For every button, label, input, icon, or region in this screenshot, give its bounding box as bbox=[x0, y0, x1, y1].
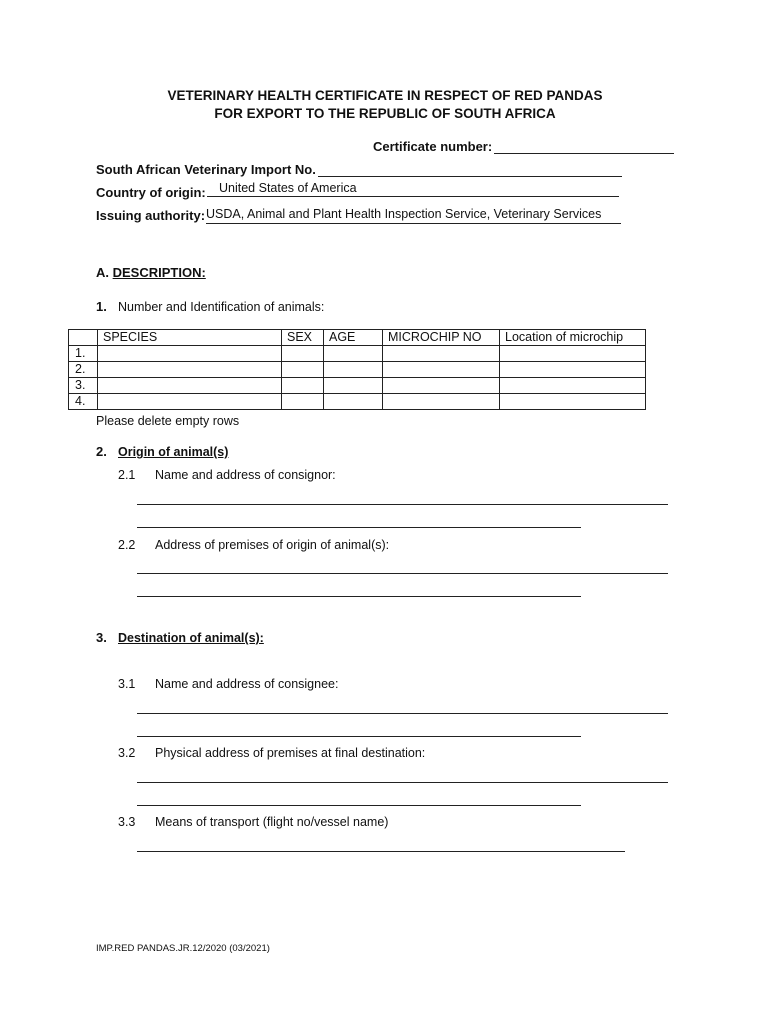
table-row bbox=[69, 394, 646, 410]
country-of-origin-field[interactable]: United States of America bbox=[207, 181, 619, 197]
location-cell[interactable] bbox=[500, 362, 646, 378]
consignee-line-1[interactable] bbox=[137, 713, 668, 714]
section-a-prefix: A. bbox=[96, 265, 109, 280]
microchip-cell[interactable] bbox=[383, 394, 500, 410]
consignor-line-1[interactable] bbox=[137, 504, 668, 505]
final-destination-line-2[interactable] bbox=[137, 805, 581, 806]
sex-cell[interactable] bbox=[282, 346, 324, 362]
species-cell[interactable] bbox=[98, 394, 282, 410]
table-row bbox=[69, 378, 646, 394]
age-cell[interactable] bbox=[324, 394, 383, 410]
row-number: 1. bbox=[69, 346, 98, 362]
item-2-2-number: 2.2 bbox=[118, 538, 136, 552]
consignor-line-2[interactable] bbox=[137, 527, 581, 528]
item-3-1-number: 3.1 bbox=[118, 677, 136, 691]
microchip-cell[interactable] bbox=[383, 362, 500, 378]
item-2-1-number: 2.1 bbox=[118, 468, 136, 482]
item-3-3-label: Means of transport (flight no/vessel name) bbox=[155, 815, 389, 829]
location-cell[interactable] bbox=[500, 378, 646, 394]
issuing-authority-field[interactable]: USDA, Animal and Plant Health Inspection Service, Veterinary Services bbox=[206, 207, 621, 224]
item-3-number: 3. bbox=[96, 630, 107, 645]
item-1-label: Number and Identification of animals: bbox=[118, 300, 325, 314]
item-3-2-label: Physical address of premises at final destination: bbox=[155, 746, 426, 760]
item-3-3-number: 3.3 bbox=[118, 815, 136, 829]
species-cell[interactable] bbox=[98, 346, 282, 362]
sex-cell[interactable] bbox=[282, 362, 324, 378]
sex-cell[interactable] bbox=[282, 394, 324, 410]
origin-premises-line-2[interactable] bbox=[137, 596, 581, 597]
table-header-row bbox=[69, 330, 646, 346]
item-2-2-label: Address of premises of origin of animal(s): bbox=[155, 538, 390, 552]
table-header-age: AGE bbox=[324, 330, 383, 346]
table-row bbox=[69, 362, 646, 378]
consignee-line-2[interactable] bbox=[137, 736, 581, 737]
table-header-location: Location of microchip bbox=[500, 330, 646, 346]
sex-cell[interactable] bbox=[282, 378, 324, 394]
location-cell[interactable] bbox=[500, 394, 646, 410]
species-cell[interactable] bbox=[98, 378, 282, 394]
table-header-microchip: MICROCHIP NO bbox=[383, 330, 500, 346]
animals-table bbox=[68, 329, 646, 410]
import-no-label: South African Veterinary Import No. bbox=[96, 162, 316, 177]
item-3-title: Destination of animal(s): bbox=[118, 631, 264, 645]
table-header-sex: SEX bbox=[282, 330, 324, 346]
row-number: 3. bbox=[69, 378, 98, 394]
item-2-title: Origin of animal(s) bbox=[118, 445, 229, 459]
footer-code: IMP.RED PANDAS.JR.12/2020 (03/2021) bbox=[96, 943, 270, 954]
row-number: 4. bbox=[69, 394, 98, 410]
origin-premises-line-1[interactable] bbox=[137, 573, 668, 574]
location-cell[interactable] bbox=[500, 346, 646, 362]
item-2-number: 2. bbox=[96, 444, 107, 459]
row-number: 2. bbox=[69, 362, 98, 378]
item-3-2-number: 3.2 bbox=[118, 746, 136, 760]
issuing-authority-label: Issuing authority: bbox=[96, 208, 206, 223]
table-header-species: SPECIES bbox=[98, 330, 282, 346]
item-1-number: 1. bbox=[96, 299, 107, 314]
transport-line[interactable] bbox=[137, 851, 625, 852]
final-destination-line-1[interactable] bbox=[137, 782, 668, 783]
age-cell[interactable] bbox=[324, 362, 383, 378]
section-a-heading bbox=[96, 265, 206, 280]
age-cell[interactable] bbox=[324, 346, 383, 362]
species-cell[interactable] bbox=[98, 362, 282, 378]
table-row bbox=[69, 346, 646, 362]
certificate-number-label: Certificate number: bbox=[373, 139, 493, 154]
age-cell[interactable] bbox=[324, 378, 383, 394]
microchip-cell[interactable] bbox=[383, 346, 500, 362]
item-3-1-label: Name and address of consignee: bbox=[155, 677, 339, 691]
import-no-field[interactable] bbox=[318, 160, 622, 177]
microchip-cell[interactable] bbox=[383, 378, 500, 394]
table-header-num bbox=[69, 330, 98, 346]
title-line-1: VETERINARY HEALTH CERTIFICATE IN RESPECT OF RED PANDAS bbox=[167, 88, 603, 103]
title-line-2: FOR EXPORT TO THE REPUBLIC OF SOUTH AFRICA bbox=[214, 106, 556, 121]
item-2-1-label: Name and address of consignor: bbox=[155, 468, 336, 482]
delete-rows-note: Please delete empty rows bbox=[96, 414, 240, 428]
country-of-origin-label: Country of origin: bbox=[96, 185, 206, 200]
certificate-number-field[interactable] bbox=[494, 137, 674, 154]
section-a-title: DESCRIPTION: bbox=[112, 265, 206, 280]
